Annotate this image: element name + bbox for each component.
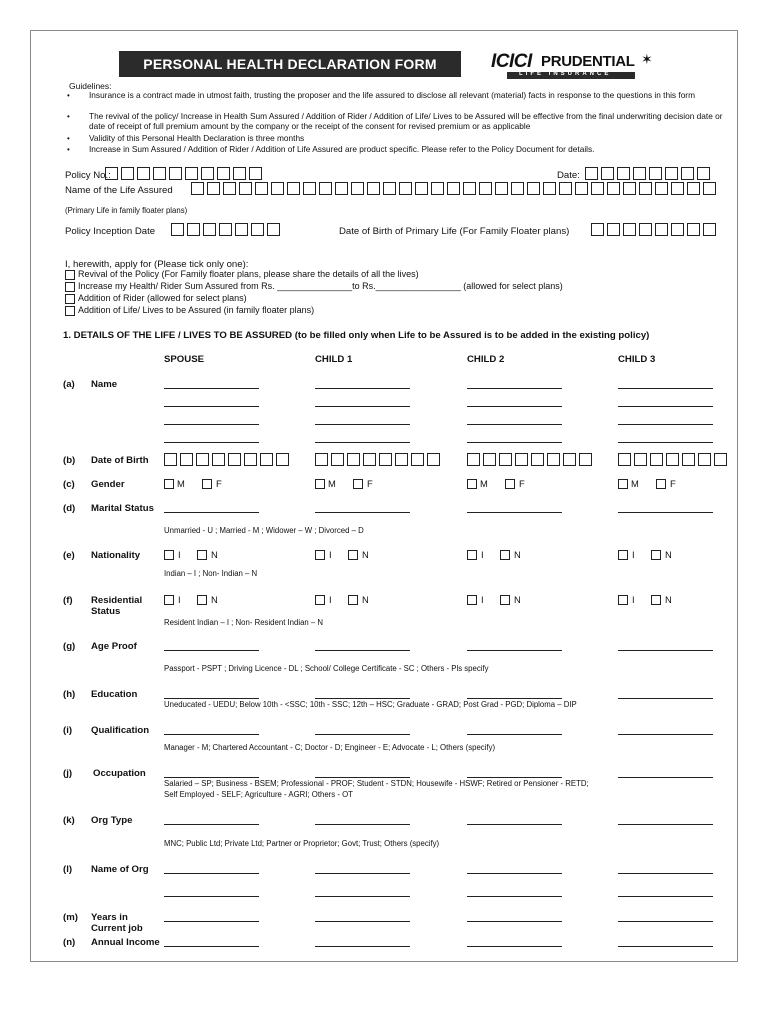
age-proof-hint: Passport - PSPT ; Driving Licence - DL ; School/ College Certificate - SC ; Others - Pls specify <box>164 664 489 673</box>
education-hint: Uneducated - UEDU; Below 10th - <SSC; 10th - SSC; 12th – HSC; Graduate - GRAD; Post Grad - PGD; Diploma – DIP <box>164 700 577 709</box>
apply-option-label: Addition of Rider (allowed for select plans) <box>78 293 247 303</box>
apply-heading: I, herewith, apply for (Please tick only one): <box>65 259 249 270</box>
child3-income-line[interactable] <box>618 946 713 947</box>
spouse-marital-line[interactable] <box>164 512 259 513</box>
spouse-name-line-4[interactable] <box>164 442 259 443</box>
child3-occupation-line[interactable] <box>618 777 713 778</box>
gender-m-label: M <box>328 478 336 489</box>
child2-residential-n-checkbox[interactable] <box>500 595 510 605</box>
spouse-residential-i-checkbox[interactable] <box>164 595 174 605</box>
nationality-n-label: N <box>362 549 369 560</box>
row-n-code: (n) <box>63 937 76 948</box>
gender-m-label: M <box>177 478 185 489</box>
child1-income-line[interactable] <box>315 946 410 947</box>
occupation-hint-2: Self Employed - SELF; Agriculture - AGRI; Others - OT <box>164 790 353 799</box>
residential-n-label: N <box>362 594 369 605</box>
spouse-qualification-line[interactable] <box>164 734 259 735</box>
row-f-label: Residential Status <box>91 595 143 617</box>
residential-i-label: I <box>329 594 332 605</box>
form-page <box>30 30 738 962</box>
increase-sum-checkbox[interactable] <box>65 282 75 292</box>
child2-gender-f-checkbox[interactable] <box>505 479 515 489</box>
row-l-label: Name of Org <box>91 864 149 875</box>
org-type-hint: MNC; Public Ltd; Private Ltd; Partner or Proprietor; Govt; Trust; Others (specify) <box>164 839 440 848</box>
child1-name-line-2[interactable] <box>315 406 410 407</box>
child3-education-line[interactable] <box>618 698 713 699</box>
child3-org-name-line-2[interactable] <box>618 896 713 897</box>
child3-qualification-line[interactable] <box>618 734 713 735</box>
logo-brand-secondary: PRUDENTIAL <box>541 53 635 70</box>
row-h-label: Education <box>91 689 138 700</box>
child3-name-line-4[interactable] <box>618 442 713 443</box>
child2-qualification-line[interactable] <box>467 734 562 735</box>
row-e-label: Nationality <box>91 550 141 561</box>
spouse-dob-input[interactable] <box>164 453 292 466</box>
child1-age-proof-line[interactable] <box>315 650 410 651</box>
child2-marital-line[interactable] <box>467 512 562 513</box>
gender-f-label: F <box>519 478 525 489</box>
residential-n-label: N <box>514 594 521 605</box>
residential-hint: Resident Indian – I ; Non- Resident Indian – N <box>164 618 324 627</box>
column-spouse: SPOUSE <box>164 354 204 365</box>
row-c-label: Gender <box>91 479 125 490</box>
child2-dob-input[interactable] <box>467 453 595 466</box>
guideline-item: Validity of this Personal Health Declaration is three months <box>89 133 305 143</box>
row-g-code: (g) <box>63 641 76 652</box>
child3-nationality-n-checkbox[interactable] <box>651 550 661 560</box>
form-title: PERSONAL HEALTH DECLARATION FORM <box>119 51 461 77</box>
row-i-label: Qualification <box>91 725 150 736</box>
inception-date-label: Policy Inception Date <box>65 226 156 237</box>
child1-org-name-line-1[interactable] <box>315 873 410 874</box>
child1-org-name-line-2[interactable] <box>315 896 410 897</box>
gender-f-label: F <box>670 478 676 489</box>
child2-name-line-1[interactable] <box>467 388 562 389</box>
child1-education-line[interactable] <box>315 698 410 699</box>
child1-years-job-line[interactable] <box>315 921 410 922</box>
child2-org-type-line[interactable] <box>467 824 562 825</box>
row-a-code: (a) <box>63 379 75 390</box>
row-g-label: Age Proof <box>91 641 137 652</box>
row-b-label: Date of Birth <box>91 455 149 466</box>
occupation-hint: Salaried – SP; Business - BSEM; Professional - PROF; Student - STDN; Housewife - HSWF; Retired or Pensioner - RETD; <box>164 779 589 788</box>
child1-org-type-line[interactable] <box>315 824 410 825</box>
row-b-code: (b) <box>63 455 76 466</box>
child1-qualification-line[interactable] <box>315 734 410 735</box>
gender-m-label: M <box>480 478 488 489</box>
child3-residential-n-checkbox[interactable] <box>651 595 661 605</box>
child3-org-type-line[interactable] <box>618 824 713 825</box>
row-a-label: Name <box>91 379 118 390</box>
spouse-gender-f-checkbox[interactable] <box>202 479 212 489</box>
child3-name-line-2[interactable] <box>618 406 713 407</box>
child3-gender-m-checkbox[interactable] <box>618 479 628 489</box>
spouse-nationality-i-checkbox[interactable] <box>164 550 174 560</box>
child3-org-name-line-1[interactable] <box>618 873 713 874</box>
add-rider-checkbox[interactable] <box>65 294 75 304</box>
spouse-gender-m-checkbox[interactable] <box>164 479 174 489</box>
dob-primary-label: Date of Birth of Primary Life (For Family Floater plans) <box>339 226 570 237</box>
gender-m-label: M <box>631 478 639 489</box>
spouse-income-line[interactable] <box>164 946 259 947</box>
child2-name-line-4[interactable] <box>467 442 562 443</box>
date-label: Date: <box>557 170 580 181</box>
nationality-hint: Indian – I ; Non- Indian – N <box>164 569 258 578</box>
child3-years-job-line[interactable] <box>618 921 713 922</box>
guideline-item: Increase in Sum Assured / Addition of Rider / Addition of Life Assured are product specific. Please refer to the Policy Document for details. <box>89 144 595 154</box>
guideline-item: Insurance is a contract made in utmost faith, trusting the proposer and the life assured to disclose all relevant (material) facts in response to the questions in this form <box>89 90 695 100</box>
company-logo <box>491 51 661 81</box>
row-i-code: (i) <box>63 725 73 736</box>
spouse-org-name-line-2[interactable] <box>164 896 259 897</box>
child3-nationality-i-checkbox[interactable] <box>618 550 628 560</box>
apply-option-label: Revival of the Policy (For Family floater plans, please share the details of all the lives) <box>78 269 419 279</box>
section1-heading: 1. DETAILS OF THE LIFE / LIVES TO BE ASSURED (to be filled only when Life to be Assured is to be added in the existing policy) <box>63 330 650 341</box>
child1-marital-line[interactable] <box>315 512 410 513</box>
inception-date-input[interactable] <box>171 223 283 236</box>
child1-name-line-4[interactable] <box>315 442 410 443</box>
life-assured-label: Name of the Life Assured <box>65 185 173 196</box>
child2-gender-m-checkbox[interactable] <box>467 479 477 489</box>
child2-education-line[interactable] <box>467 698 562 699</box>
guidelines-heading: Guidelines: <box>69 81 112 91</box>
row-h-code: (h) <box>63 689 76 700</box>
nationality-i-label: I <box>178 549 181 560</box>
apply-option-label: Increase my Health/ Rider Sum Assured from Rs. _______________to Rs._________________ (allowed for select plans) <box>78 281 563 291</box>
nationality-i-label: I <box>481 549 484 560</box>
row-n-label: Annual Income <box>91 937 160 948</box>
column-child-1: CHILD 1 <box>315 354 353 365</box>
gender-f-label: F <box>367 478 373 489</box>
spouse-age-proof-line[interactable] <box>164 650 259 651</box>
child1-dob-input[interactable] <box>315 453 443 466</box>
bullet-icon: • <box>67 145 70 154</box>
date-input[interactable] <box>585 167 713 180</box>
add-life-checkbox[interactable] <box>65 306 75 316</box>
child3-marital-line[interactable] <box>618 512 713 513</box>
dob-primary-input[interactable] <box>591 223 719 236</box>
child2-income-line[interactable] <box>467 946 562 947</box>
residential-i-label: I <box>178 594 181 605</box>
policy-no-input[interactable] <box>105 167 265 180</box>
apply-option-label: Addition of Life/ Lives to be Assured (in family floater plans) <box>78 305 315 315</box>
column-child-2: CHILD 2 <box>467 354 505 365</box>
child1-residential-i-checkbox[interactable] <box>315 595 325 605</box>
row-m-label: Years in Current job <box>91 912 143 934</box>
column-child-3: CHILD 3 <box>618 354 656 365</box>
spouse-org-name-line-1[interactable] <box>164 873 259 874</box>
child1-nationality-i-checkbox[interactable] <box>315 550 325 560</box>
row-c-code: (c) <box>63 479 75 490</box>
child2-occupation-line[interactable] <box>467 777 562 778</box>
row-k-code: (k) <box>63 815 75 826</box>
row-e-code: (e) <box>63 550 75 561</box>
child2-org-name-line-1[interactable] <box>467 873 562 874</box>
nationality-n-label: N <box>211 549 218 560</box>
child3-residential-i-checkbox[interactable] <box>618 595 628 605</box>
child2-residential-i-checkbox[interactable] <box>467 595 477 605</box>
child2-nationality-n-checkbox[interactable] <box>500 550 510 560</box>
spouse-education-line[interactable] <box>164 698 259 699</box>
spouse-residential-n-checkbox[interactable] <box>197 595 207 605</box>
spouse-name-line-3[interactable] <box>164 424 259 425</box>
nationality-i-label: I <box>329 549 332 560</box>
child1-name-line-1[interactable] <box>315 388 410 389</box>
bullet-icon: • <box>67 134 70 143</box>
nationality-i-label: I <box>632 549 635 560</box>
child3-name-line-3[interactable] <box>618 424 713 425</box>
child2-name-line-2[interactable] <box>467 406 562 407</box>
residential-n-label: N <box>211 594 218 605</box>
residential-i-label: I <box>481 594 484 605</box>
nationality-n-label: N <box>665 549 672 560</box>
row-f-code: (f) <box>63 595 73 606</box>
child3-gender-f-checkbox[interactable] <box>656 479 666 489</box>
child1-gender-m-checkbox[interactable] <box>315 479 325 489</box>
child2-years-job-line[interactable] <box>467 921 562 922</box>
guideline-item: The revival of the policy/ Increase in Health Sum Assured / Addition of Rider / Addition of Life/ Lives to be Assured will be effective from the final underwriting decision date or date of receipt of full premium amount by the company or the receipt of the consent for revised premium or as applicable <box>89 111 723 132</box>
row-j-code: (j) <box>63 768 73 779</box>
child1-occupation-line[interactable] <box>315 777 410 778</box>
row-m-code: (m) <box>63 912 78 923</box>
qualification-hint: Manager - M; Chartered Accountant - C; Doctor - D; Engineer - E; Advocate - L; Others (specify) <box>164 743 496 752</box>
row-j-label: Occupation <box>93 768 146 779</box>
child2-org-name-line-2[interactable] <box>467 896 562 897</box>
revival-checkbox[interactable] <box>65 270 75 280</box>
child1-gender-f-checkbox[interactable] <box>353 479 363 489</box>
bullet-icon: • <box>67 112 70 121</box>
spouse-org-type-line[interactable] <box>164 824 259 825</box>
spouse-years-job-line[interactable] <box>164 921 259 922</box>
spouse-nationality-n-checkbox[interactable] <box>197 550 207 560</box>
child3-name-line-1[interactable] <box>618 388 713 389</box>
child2-name-line-3[interactable] <box>467 424 562 425</box>
logo-tagline-bar <box>507 72 635 79</box>
child2-age-proof-line[interactable] <box>467 650 562 651</box>
nationality-n-label: N <box>514 549 521 560</box>
spouse-name-line-2[interactable] <box>164 406 259 407</box>
row-k-label: Org Type <box>91 815 133 826</box>
child1-nationality-n-checkbox[interactable] <box>348 550 358 560</box>
gender-f-label: F <box>216 478 222 489</box>
row-d-code: (d) <box>63 503 76 514</box>
child2-nationality-i-checkbox[interactable] <box>467 550 477 560</box>
primary-life-note: (Primary Life in family floater plans) <box>65 206 188 215</box>
bullet-icon: • <box>67 91 70 100</box>
logo-tagline: LIFE INSURANCE <box>519 71 612 77</box>
spouse-name-line-1[interactable] <box>164 388 259 389</box>
residential-i-label: I <box>632 594 635 605</box>
row-l-code: (l) <box>63 864 73 875</box>
logo-mark-icon: ✶ <box>641 51 653 67</box>
child1-residential-n-checkbox[interactable] <box>348 595 358 605</box>
spouse-occupation-line[interactable] <box>164 777 259 778</box>
child3-age-proof-line[interactable] <box>618 650 713 651</box>
child3-dob-input[interactable] <box>618 453 730 466</box>
logo-brand-primary: ICICI <box>491 51 532 72</box>
marital-status-hint: Unmarried - U ; Married - M ; Widower – W ; Divorced – D <box>164 526 364 535</box>
policy-no-label: Policy No.: <box>65 170 111 181</box>
row-d-label: Marital Status <box>91 503 154 514</box>
residential-n-label: N <box>665 594 672 605</box>
child1-name-line-3[interactable] <box>315 424 410 425</box>
life-assured-input[interactable] <box>191 182 719 195</box>
